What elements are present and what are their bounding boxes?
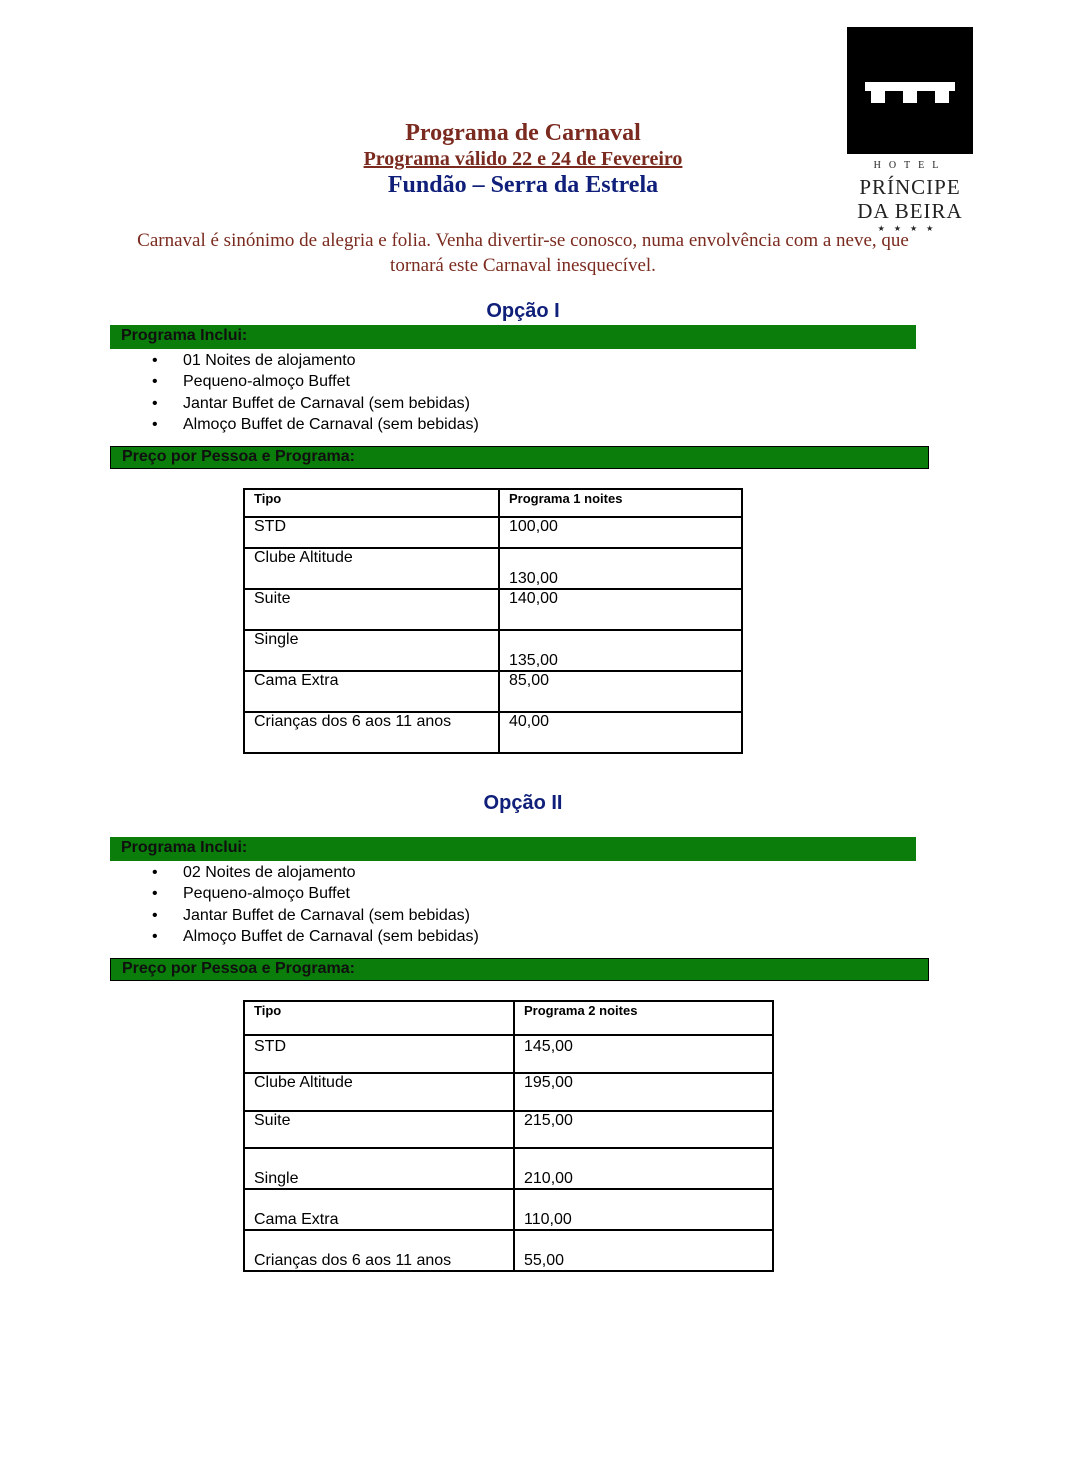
logo-name-line2: DA BEIRA bbox=[857, 199, 963, 223]
cell-preco: 110,00 bbox=[514, 1189, 773, 1230]
col-header-programa: Programa 1 noites bbox=[499, 489, 742, 517]
table-header-row bbox=[244, 1001, 773, 1035]
option1-includes-label: Programa Inclui: bbox=[121, 327, 248, 344]
validity-subtitle: Programa válido 22 e 24 de Fevereiro bbox=[363, 148, 683, 170]
col-header-programa: Programa 2 noites bbox=[514, 1001, 773, 1035]
table-row bbox=[244, 630, 742, 671]
table-row bbox=[244, 1035, 773, 1073]
cell-tipo: Single bbox=[244, 1148, 514, 1189]
cell-preco: 140,00 bbox=[499, 589, 742, 630]
cell-preco: 40,00 bbox=[499, 712, 742, 753]
cell-preco: 145,00 bbox=[514, 1035, 773, 1073]
cell-tipo: Crianças dos 6 aos 11 anos bbox=[244, 712, 499, 753]
list-item: • Pequeno-almoço Buffet bbox=[152, 371, 479, 392]
cell-tipo: Suite bbox=[244, 589, 499, 630]
option2-price-bar bbox=[110, 958, 929, 981]
cell-preco: 100,00 bbox=[499, 517, 742, 548]
option2-price-table bbox=[243, 1000, 774, 1272]
option1-includes-bar bbox=[110, 325, 916, 349]
table-header-row bbox=[244, 489, 742, 517]
list-item: • Jantar Buffet de Carnaval (sem bebidas) bbox=[152, 393, 479, 414]
cell-preco: 55,00 bbox=[514, 1230, 773, 1271]
table-row bbox=[244, 671, 742, 712]
logo-stars: ★★★★ bbox=[877, 224, 943, 233]
table-row bbox=[244, 1148, 773, 1189]
logo-hotel-word: HOTEL bbox=[873, 160, 947, 171]
option1-price-label: Preço por Pessoa e Programa: bbox=[122, 448, 355, 465]
cell-tipo: STD bbox=[244, 1035, 514, 1073]
cell-preco: 195,00 bbox=[514, 1073, 773, 1111]
table-row bbox=[244, 517, 742, 548]
cell-tipo: STD bbox=[244, 517, 499, 548]
cell-preco: 210,00 bbox=[514, 1148, 773, 1189]
option1-includes-list bbox=[152, 350, 479, 435]
option2-includes-list bbox=[152, 862, 479, 947]
cell-tipo: Single bbox=[244, 630, 499, 671]
table-row bbox=[244, 589, 742, 630]
table-row bbox=[244, 712, 742, 753]
list-item: • Almoço Buffet de Carnaval (sem bebidas) bbox=[152, 414, 479, 435]
list-item: • Almoço Buffet de Carnaval (sem bebidas) bbox=[152, 926, 479, 947]
cell-tipo: Clube Altitude bbox=[244, 548, 499, 589]
table-row bbox=[244, 1073, 773, 1111]
table-row bbox=[244, 1189, 773, 1230]
list-item: • Pequeno-almoço Buffet bbox=[152, 883, 479, 904]
cell-tipo: Suite bbox=[244, 1111, 514, 1148]
option2-title: Opção II bbox=[483, 792, 563, 814]
option2-includes-label: Programa Inclui: bbox=[121, 839, 248, 856]
col-header-tipo: Tipo bbox=[244, 1001, 514, 1035]
cell-tipo: Cama Extra bbox=[244, 671, 499, 712]
cell-tipo: Clube Altitude bbox=[244, 1073, 514, 1111]
location-subtitle: Fundão – Serra da Estrela bbox=[387, 172, 659, 198]
option1-title: Opção I bbox=[486, 300, 560, 322]
option1-price-table bbox=[243, 488, 743, 754]
page-title: Programa de Carnaval bbox=[405, 120, 641, 146]
cell-tipo: Crianças dos 6 aos 11 anos bbox=[244, 1230, 514, 1271]
list-item: • 02 Noites de alojamento bbox=[152, 862, 479, 883]
table-row bbox=[244, 1230, 773, 1271]
table-row bbox=[244, 1111, 773, 1148]
table-row bbox=[244, 548, 742, 589]
option2-includes-bar bbox=[110, 837, 916, 861]
option2-price-label: Preço por Pessoa e Programa: bbox=[122, 960, 355, 977]
logo-name-line1: PRÍNCIPE bbox=[859, 175, 961, 199]
intro-text: Carnaval é sinónimo de alegria e folia. Venha divertir-se conosco, numa envolvência com a neve, que tornará este Carnaval inesquecível. bbox=[137, 230, 909, 276]
col-header-tipo: Tipo bbox=[244, 489, 499, 517]
list-item: • Jantar Buffet de Carnaval (sem bebidas) bbox=[152, 905, 479, 926]
option1-price-bar bbox=[110, 446, 929, 469]
cell-preco: 130,00 bbox=[499, 548, 742, 589]
cell-preco: 215,00 bbox=[514, 1111, 773, 1148]
cell-preco: 135,00 bbox=[499, 630, 742, 671]
cell-tipo: Cama Extra bbox=[244, 1189, 514, 1230]
cell-preco: 85,00 bbox=[499, 671, 742, 712]
list-item: • 01 Noites de alojamento bbox=[152, 350, 479, 371]
